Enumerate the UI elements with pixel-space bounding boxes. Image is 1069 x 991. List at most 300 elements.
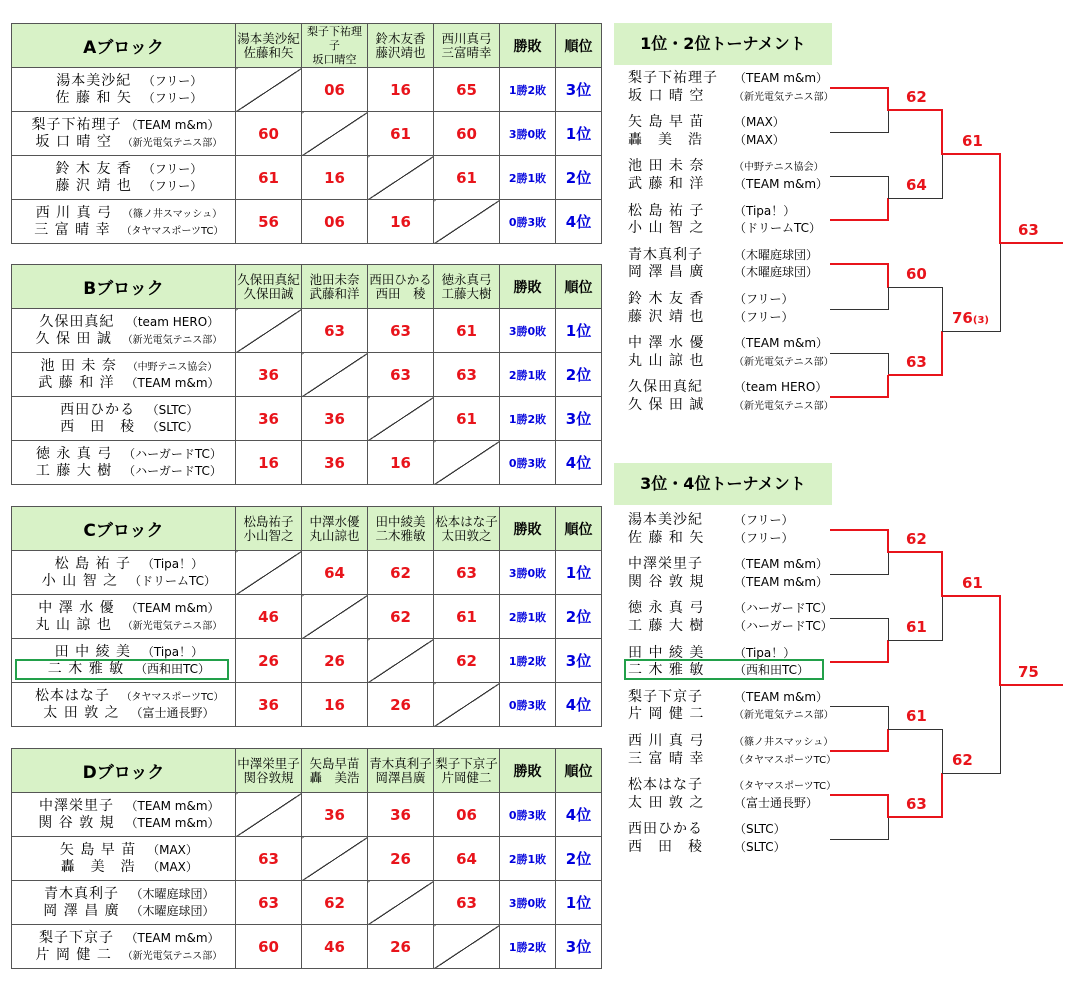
player-line [12, 314, 235, 331]
rank-header: 順位 [556, 24, 602, 68]
player-team: （西和田TC） [134, 661, 210, 676]
pair-cell [12, 793, 236, 837]
score-cell: 36 [236, 353, 302, 397]
bracket-line [830, 263, 889, 265]
opponent-name: 佐藤和矢 [243, 44, 294, 60]
table-row [12, 353, 602, 397]
bracket-entry [628, 555, 828, 573]
player-team: （Tipa！） [141, 556, 204, 571]
player-line [12, 886, 235, 903]
bracket-line [888, 618, 889, 641]
match-score: 60 [906, 265, 927, 283]
opponent-name: 久保田真紀 [237, 271, 300, 287]
score-cell: 06 [434, 793, 500, 837]
player-name: 青木真利子 [628, 246, 703, 263]
player-name: 藤 沢 靖 也 [55, 177, 132, 194]
player-team: （フリー） [734, 513, 794, 527]
self-match-cell [236, 68, 302, 112]
player-team: （フリー） [142, 161, 203, 176]
table-row [12, 925, 602, 969]
score-cell: 06 [302, 200, 368, 244]
bracket-line [830, 839, 889, 840]
bracket-entry [628, 290, 794, 308]
win-loss-cell: 0勝3敗 [500, 683, 556, 727]
bracket-entry [628, 794, 818, 812]
bracket-line [887, 729, 889, 752]
bracket-line [888, 110, 889, 133]
self-match-cell [368, 639, 434, 683]
score-cell: 36 [302, 441, 368, 485]
bracket-line [941, 331, 943, 376]
bracket-entry [628, 511, 794, 529]
bracket-entry [628, 352, 834, 372]
bracket-entry [628, 396, 834, 416]
player-team: （team HERO） [734, 380, 828, 395]
player-team: （MAX） [147, 842, 198, 857]
bracket-entry [628, 263, 818, 281]
bracket-line [941, 773, 943, 818]
win-loss-cell: 1勝2敗 [500, 397, 556, 441]
bracket-line [942, 153, 1001, 155]
player-name: 丸 山 諒 也 [35, 616, 112, 633]
opponent-name: 丸山諒也 [309, 527, 360, 543]
match-score: 63 [1018, 221, 1039, 239]
player-name: 池 田 未 奈 [40, 357, 117, 374]
opponent-header [434, 749, 500, 793]
player-name: 中澤栄里子 [628, 556, 703, 573]
score-cell: 64 [434, 837, 500, 881]
rank-header: 順位 [556, 265, 602, 309]
self-match-cell [236, 551, 302, 595]
player-name: 徳 永 真 弓 [628, 600, 705, 617]
score-cell: 63 [368, 309, 434, 353]
player-line [12, 331, 235, 348]
rank-cell: 1位 [556, 551, 602, 595]
score-cell: 60 [236, 112, 302, 156]
player-name: 梨子下京子 [38, 929, 114, 946]
opponent-header [368, 265, 434, 309]
match-score: 61 [962, 574, 983, 592]
opponent-name: 池田未奈 [309, 271, 360, 287]
opponent-header [434, 265, 500, 309]
score-cell: 36 [236, 397, 302, 441]
opponent-name: 鈴木友香 [375, 30, 426, 46]
table-row [12, 793, 602, 837]
score-cell: 62 [302, 881, 368, 925]
bracket-line [887, 264, 889, 288]
player-name: 松 島 祐 子 [54, 555, 132, 572]
player-team: （TEAM m&m） [734, 336, 829, 351]
bracket-entry [628, 113, 785, 131]
player-team: （新光電気テニス部） [734, 710, 834, 722]
bracket-line [830, 618, 889, 619]
bracket-line [887, 375, 889, 398]
player-team: （西和田TC） [734, 663, 810, 678]
table-row [12, 551, 602, 595]
bracket-line [942, 729, 943, 774]
score-cell: 61 [236, 156, 302, 200]
player-team: （MAX） [734, 132, 785, 147]
bracket-entry [628, 688, 828, 706]
player-team: （木曜庭球団） [130, 886, 215, 901]
opponent-name: 坂口晴空 [312, 52, 357, 66]
self-match-cell [302, 353, 368, 397]
score-cell: 26 [302, 639, 368, 683]
bracket-entry [628, 246, 818, 264]
player-team: （フリー） [142, 90, 203, 105]
bracket-line [830, 661, 889, 663]
opponent-name: 太田敦之 [441, 527, 492, 543]
player-team: （TEAM m&m） [734, 689, 829, 704]
win-loss-cell: 3勝0敗 [500, 551, 556, 595]
bracket-line [830, 794, 889, 796]
win-loss-header: 勝敗 [500, 507, 556, 551]
player-team: （TEAM m&m） [125, 798, 220, 813]
table-row [12, 68, 602, 112]
pair-cell [12, 881, 236, 925]
table-row [12, 595, 602, 639]
opponent-name: 小山智之 [243, 527, 294, 543]
match-score [952, 751, 973, 769]
win-loss-cell: 1勝2敗 [500, 68, 556, 112]
player-name: 片 岡 健 二 [35, 946, 112, 963]
player-team: （ハーガードTC） [123, 446, 222, 461]
player-line [12, 903, 235, 920]
bracket-entry [628, 308, 794, 326]
self-match-cell [368, 881, 434, 925]
player-name: 矢 島 早 苗 [59, 841, 137, 858]
rank-cell: 1位 [556, 112, 602, 156]
player-team: （TEAM m&m） [125, 117, 220, 132]
player-name: 太 田 敦 之 [628, 794, 705, 811]
opponent-header [302, 507, 368, 551]
player-name: 久 保 田 誠 [628, 397, 705, 413]
player-name: 湯本美沙紀 [56, 72, 132, 89]
score-cell: 60 [236, 925, 302, 969]
self-match-cell [434, 200, 500, 244]
player-name: 三 富 晴 幸 [628, 750, 705, 767]
bracket-entry [628, 219, 821, 237]
player-name: 二 木 雅 敏 [628, 662, 705, 679]
player-name: 西田ひかる [628, 821, 703, 838]
bracket-line [830, 353, 889, 354]
bracket-line [888, 287, 943, 288]
bracket-entry [628, 378, 827, 396]
bracket-line [1000, 684, 1063, 686]
player-name: 鈴 木 友 香 [55, 160, 132, 177]
pair-cell [12, 441, 236, 485]
player-name: 田 中 綾 美 [628, 644, 705, 661]
rank-cell: 4位 [556, 793, 602, 837]
table-row [12, 112, 602, 156]
pair-cell [12, 397, 236, 441]
player-team: （SLTC） [146, 402, 199, 417]
bracket-line [942, 154, 943, 199]
player-team: （フリー） [734, 309, 794, 324]
score-cell: 06 [302, 68, 368, 112]
score-cell: 56 [236, 200, 302, 244]
rank-cell: 3位 [556, 68, 602, 112]
block-table [11, 506, 602, 727]
player-name: 中澤栄里子 [38, 797, 114, 814]
player-name: 坂 口 晴 空 [35, 133, 112, 150]
block-name: Dブロック [12, 749, 236, 793]
win-loss-cell: 1勝2敗 [500, 925, 556, 969]
player-team: （TEAM m&m） [125, 600, 220, 615]
player-name: 西 川 真 弓 [628, 733, 705, 749]
opponent-name: 徳永真弓 [441, 271, 492, 287]
opponent-name: 久保田誠 [243, 285, 294, 301]
bracket-line [830, 219, 889, 221]
bracket-entry [628, 69, 828, 87]
player-name: 松本はな子 [628, 777, 703, 794]
player-name: 武 藤 和 洋 [38, 374, 115, 391]
bracket-line [942, 773, 1001, 774]
player-name: 西 田 稜 [60, 418, 136, 435]
bracket-entry [628, 599, 833, 617]
player-name: 岡 澤 昌 廣 [628, 264, 705, 281]
player-team: （TEAM m&m） [734, 557, 829, 572]
player-line [12, 815, 235, 832]
player-line [12, 617, 235, 634]
player-line [12, 446, 235, 463]
player-line [12, 688, 235, 705]
block-name: Bブロック [12, 265, 236, 309]
block-table [11, 748, 602, 969]
score-cell: 36 [302, 793, 368, 837]
bracket-entry [628, 838, 786, 856]
bracket-entry [628, 820, 786, 838]
opponent-header [434, 507, 500, 551]
player-name: 中 澤 水 優 [38, 599, 115, 616]
player-team: （TEAM m&m） [125, 375, 220, 390]
player-name: 三 富 晴 幸 [34, 221, 111, 238]
player-line [12, 161, 235, 178]
rank-cell: 2位 [556, 837, 602, 881]
opponent-header [236, 24, 302, 68]
player-name: 久保田真紀 [39, 313, 115, 330]
rank-cell: 3位 [556, 639, 602, 683]
win-loss-header: 勝敗 [500, 749, 556, 793]
score-cell: 36 [368, 793, 434, 837]
table-row [12, 837, 602, 881]
player-line [12, 205, 235, 222]
bracket-line [942, 287, 943, 332]
score-cell: 61 [434, 595, 500, 639]
opponent-name: 轟 美浩 [309, 769, 360, 785]
win-loss-cell: 2勝1敗 [500, 595, 556, 639]
highlight-box [15, 659, 229, 680]
match-score: 62 [906, 530, 927, 548]
self-match-cell [434, 925, 500, 969]
player-name: 轟 美 浩 [60, 858, 136, 875]
table-row [12, 683, 602, 727]
bracket-entry [628, 87, 834, 107]
player-name: 太 田 敦 之 [43, 704, 120, 721]
opponent-header [368, 24, 434, 68]
player-name: 佐 藤 和 矢 [55, 89, 132, 106]
bracket-line [830, 706, 889, 707]
bracket-line [942, 331, 1001, 332]
opponent-name: 工藤大樹 [441, 285, 492, 301]
player-team: （TEAM m&m） [734, 177, 829, 191]
score-cell: 26 [236, 639, 302, 683]
player-team: （TEAM m&m） [734, 574, 829, 589]
table-row [12, 397, 602, 441]
rank-header: 順位 [556, 507, 602, 551]
player-line [12, 134, 235, 151]
match-score: 63 [906, 353, 927, 371]
player-line [12, 402, 235, 419]
opponent-name: 中澤水優 [309, 513, 360, 529]
score-cell: 16 [302, 156, 368, 200]
player-team: （フリー） [734, 292, 794, 306]
rank-cell: 2位 [556, 595, 602, 639]
score-cell: 61 [368, 112, 434, 156]
player-name: 久 保 田 誠 [35, 330, 112, 347]
player-line [12, 73, 235, 90]
score-cell: 62 [368, 595, 434, 639]
tournament-title: 3位・4位トーナメント [614, 463, 832, 505]
player-team: （新光電気テニス部） [734, 91, 834, 103]
player-team: （ドリームTC） [128, 573, 216, 588]
opponent-name: 関谷敦規 [243, 769, 294, 785]
player-team: （MAX） [734, 115, 785, 130]
player-line [12, 798, 235, 815]
opponent-header [302, 24, 368, 68]
player-team: （フリー） [734, 530, 794, 545]
player-team: （ハーガードTC） [734, 619, 833, 633]
opponent-header [368, 507, 434, 551]
self-match-cell [302, 112, 368, 156]
player-line [12, 222, 235, 239]
opponent-name: 岡澤昌廣 [375, 769, 426, 785]
pair-cell [12, 353, 236, 397]
self-match-cell [302, 837, 368, 881]
player-team: （TEAM m&m） [125, 930, 220, 945]
player-team: （ハーガードTC） [123, 463, 222, 478]
bracket-line [888, 706, 889, 730]
player-name: 片 岡 健 二 [628, 706, 705, 723]
score-cell: 16 [368, 441, 434, 485]
opponent-name: 田中綾美 [375, 513, 426, 529]
player-line [12, 419, 235, 436]
player-line [12, 600, 235, 617]
win-loss-cell: 2勝1敗 [500, 353, 556, 397]
bracket-line [1000, 685, 1001, 774]
score-cell: 60 [434, 112, 500, 156]
score-cell: 62 [368, 551, 434, 595]
player-name: 梨子下京子 [628, 688, 703, 705]
player-team: （MAX） [147, 859, 198, 874]
bracket-line [888, 552, 889, 575]
score-cell: 63 [434, 353, 500, 397]
self-match-cell [236, 793, 302, 837]
player-team: （富士通長野） [130, 705, 215, 720]
opponent-name: 西川真弓 [441, 30, 492, 46]
player-line [12, 842, 235, 859]
bracket-line [941, 552, 943, 597]
win-loss-cell: 3勝0敗 [500, 309, 556, 353]
player-line [12, 375, 235, 392]
opponent-name: 三富晴幸 [441, 44, 492, 60]
player-team: （タヤマスポーツTC） [121, 691, 224, 703]
pair-cell [12, 112, 236, 156]
bracket-line [830, 132, 889, 133]
score-cell: 61 [434, 156, 500, 200]
player-team: （フリー） [142, 73, 203, 88]
rank-cell: 4位 [556, 200, 602, 244]
player-team: （木曜庭球団） [130, 903, 215, 918]
player-line [12, 644, 235, 661]
player-team: （タヤマスポーツTC） [121, 225, 224, 237]
player-team: （新光電気テニス部） [734, 356, 834, 368]
rank-cell: 4位 [556, 441, 602, 485]
player-team: （新光電気テニス部） [734, 401, 834, 412]
player-team: （Tipa！） [734, 645, 796, 660]
player-name: 田 中 綾 美 [54, 643, 132, 660]
score-cell: 16 [302, 683, 368, 727]
opponent-name: 片岡健二 [441, 769, 492, 785]
bracket-entry [628, 750, 836, 770]
player-line [12, 705, 235, 722]
bracket-entry [628, 175, 828, 193]
score-cell: 62 [434, 639, 500, 683]
bracket-entry [628, 202, 795, 220]
opponent-name: 中澤栄里子 [237, 755, 300, 771]
player-name: 工 藤 大 樹 [35, 462, 113, 479]
opponent-header [368, 749, 434, 793]
pair-cell [12, 595, 236, 639]
bracket-line [830, 396, 889, 398]
score-cell: 63 [434, 551, 500, 595]
win-loss-cell: 3勝0敗 [500, 112, 556, 156]
tournament-title: 1位・2位トーナメント [614, 23, 832, 65]
self-match-cell [434, 683, 500, 727]
player-team: （TEAM m&m） [734, 71, 829, 85]
bracket-line [999, 596, 1001, 686]
match-score: 61 [906, 618, 927, 636]
bracket-entry [628, 705, 834, 725]
player-name: 久保田真紀 [628, 379, 703, 396]
opponent-name: 二木雅敏 [375, 527, 426, 543]
player-name: 武 藤 和 洋 [628, 176, 705, 192]
player-line [12, 859, 235, 876]
bracket-line [888, 287, 889, 310]
bracket-entry [628, 617, 833, 635]
block-table [11, 23, 602, 244]
score-cell: 26 [368, 925, 434, 969]
pair-cell [12, 551, 236, 595]
win-loss-header: 勝敗 [500, 265, 556, 309]
opponent-name: 梨子下京子 [435, 755, 498, 771]
player-name: 矢 島 早 苗 [628, 114, 705, 131]
table-row [12, 156, 602, 200]
player-name: 岡 澤 昌 廣 [43, 902, 120, 919]
player-line [12, 573, 235, 590]
bracket-line [888, 551, 943, 553]
bracket-line [888, 640, 943, 641]
score-cell: 26 [368, 837, 434, 881]
player-team: （team HERO） [125, 314, 220, 329]
table-row [12, 200, 602, 244]
player-name: 丸 山 諒 也 [628, 352, 705, 369]
opponent-header [302, 265, 368, 309]
player-team: （新光電気テニス部） [122, 137, 223, 149]
player-team: （中野テニス協会） [734, 162, 824, 174]
score-cell: 63 [236, 837, 302, 881]
score-cell: 61 [434, 397, 500, 441]
